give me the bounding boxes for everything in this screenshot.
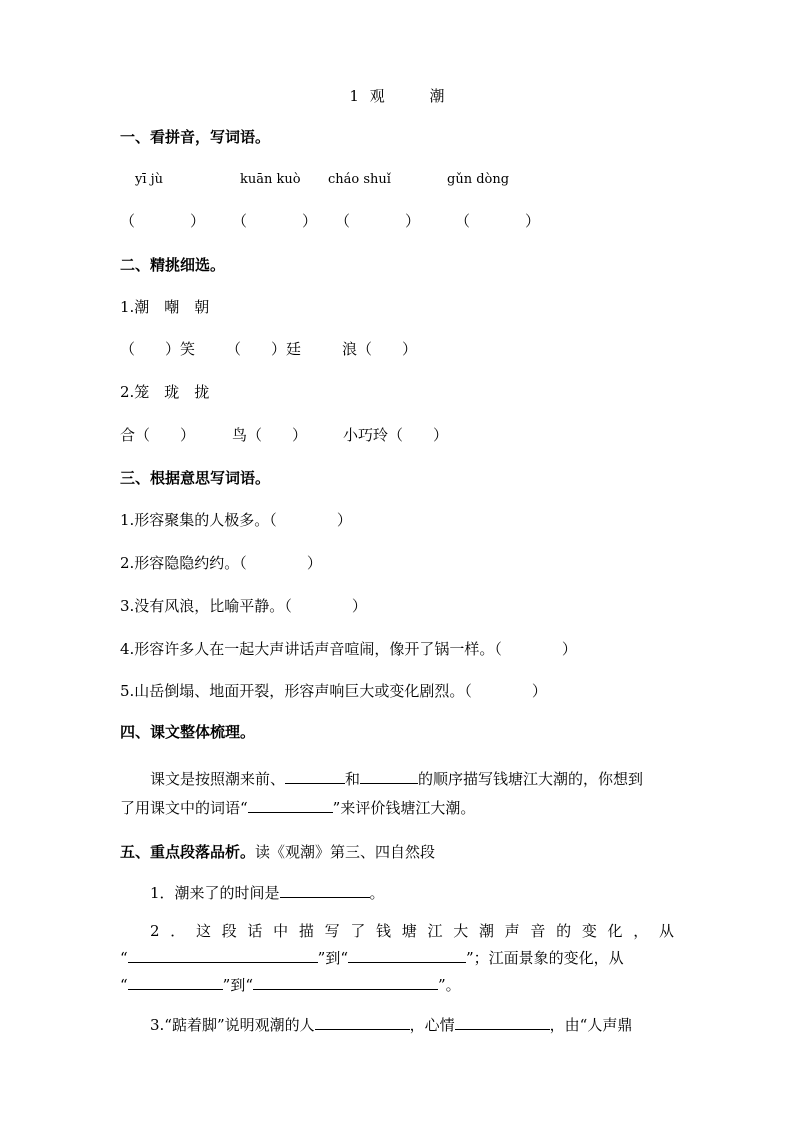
q5-1-end: 。 bbox=[369, 884, 385, 902]
blank-after[interactable] bbox=[360, 769, 418, 784]
pinyin-3: cháo shuǐ bbox=[328, 172, 391, 187]
q5-3-text-3: ，由“人声鼎 bbox=[549, 1016, 633, 1034]
q5-3-quote-open: “ bbox=[120, 976, 128, 994]
pinyin-1: yī jù bbox=[135, 172, 164, 187]
pinyin-2: kuān kuò bbox=[240, 172, 301, 187]
q5-3-text-2: ，心情 bbox=[409, 1016, 455, 1034]
meaning-item-4: 4.形容许多人在一起大声讲话声音喧闹，像开了锅一样。（ ） bbox=[120, 640, 577, 658]
answer-paren-close-3: ） bbox=[405, 212, 421, 230]
q5-1 bbox=[150, 883, 385, 903]
q1-item-2: （ ）廷 bbox=[226, 340, 302, 358]
q5-2-line-3 bbox=[120, 975, 461, 995]
section-5-heading-rest: 读《观潮》第三、四自然段 bbox=[255, 843, 436, 861]
summary-line-2 bbox=[120, 798, 475, 818]
section-1-heading: 一、看拼音，写词语。 bbox=[120, 128, 271, 146]
q5-1-text: 1．潮来了的时间是 bbox=[150, 884, 280, 902]
blank-phrase[interactable] bbox=[248, 798, 333, 813]
summary-text-4: 了用课文中的词语“ bbox=[120, 799, 248, 817]
q2-char-options: 2.笼 珑 拢 bbox=[120, 383, 210, 401]
answer-paren-open-4: （ bbox=[455, 212, 471, 230]
blank-scene-to[interactable] bbox=[253, 975, 438, 990]
section-4-heading: 四、课文整体梳理。 bbox=[120, 723, 256, 741]
pinyin-4: gǔn dòng bbox=[447, 172, 510, 187]
answer-paren-close-1: ） bbox=[190, 212, 206, 230]
q5-2-quote-open: “ bbox=[120, 949, 128, 967]
meaning-item-2: 2.形容隐隐约约。（ ） bbox=[120, 554, 322, 572]
blank-sound-to[interactable] bbox=[348, 948, 466, 963]
q2-item-1: 合（ ） bbox=[120, 426, 196, 444]
q1-char-options: 1.潮 嘲 朝 bbox=[120, 298, 210, 316]
blank-people[interactable] bbox=[315, 1015, 410, 1030]
q5-3-to: ”到“ bbox=[222, 976, 254, 994]
blank-mood[interactable] bbox=[455, 1015, 550, 1030]
section-5-heading bbox=[120, 842, 435, 862]
answer-paren-open-3: （ bbox=[335, 212, 351, 230]
summary-text-5: ”来评价钱塘江大潮。 bbox=[332, 799, 476, 817]
meaning-item-5: 5.山岳倒塌、地面开裂，形容声响巨大或变化剧烈。（ ） bbox=[120, 682, 547, 700]
title-char-2: 潮 bbox=[429, 87, 445, 105]
meaning-item-1: 1.形容聚集的人极多。（ ） bbox=[120, 511, 352, 529]
section-2-heading: 二、精挑细选。 bbox=[120, 256, 226, 274]
q5-2-line-2 bbox=[120, 948, 624, 968]
section-5-heading-bold: 五、重点段落品析。 bbox=[120, 843, 256, 861]
blank-scene-from[interactable] bbox=[128, 975, 223, 990]
section-3-heading: 三、根据意思写词语。 bbox=[120, 469, 271, 487]
q5-2-scene: ”；江面景象的变化，从 bbox=[466, 949, 624, 967]
summary-line-1 bbox=[150, 769, 643, 789]
summary-text-3: 的顺序描写钱塘江大潮的，你想到 bbox=[418, 770, 644, 788]
answer-paren-close-4: ） bbox=[525, 212, 541, 230]
answer-paren-close-2: ） bbox=[302, 212, 318, 230]
blank-during[interactable] bbox=[285, 769, 345, 784]
answer-paren-open-1: （ bbox=[120, 212, 136, 230]
q5-2-line-1: 2．这段话中描写了钱塘江大潮声音的变化，从 bbox=[150, 922, 674, 940]
q1-item-1: （ ）笑 bbox=[120, 340, 196, 358]
q5-3 bbox=[150, 1015, 632, 1035]
q5-3-text-1: 3.“踮着脚”说明观潮的人 bbox=[150, 1016, 315, 1034]
blank-time[interactable] bbox=[280, 883, 370, 898]
page-title bbox=[0, 86, 794, 106]
summary-text-2: 和 bbox=[345, 770, 361, 788]
summary-text-1: 课文是按照潮来前、 bbox=[150, 770, 286, 788]
q5-3-end: ”。 bbox=[438, 976, 461, 994]
title-char-1: 观 bbox=[369, 87, 385, 105]
q2-item-2: 鸟（ ） bbox=[232, 426, 308, 444]
meaning-item-3: 3.没有风浪，比喻平静。（ ） bbox=[120, 597, 367, 615]
q5-2-to: ”到“ bbox=[317, 949, 349, 967]
q2-item-3: 小巧玲（ ） bbox=[343, 426, 449, 444]
lesson-number: 1 bbox=[349, 87, 359, 105]
answer-paren-open-2: （ bbox=[232, 212, 248, 230]
q1-item-3: 浪（ ） bbox=[342, 340, 418, 358]
blank-sound-from[interactable] bbox=[128, 948, 318, 963]
